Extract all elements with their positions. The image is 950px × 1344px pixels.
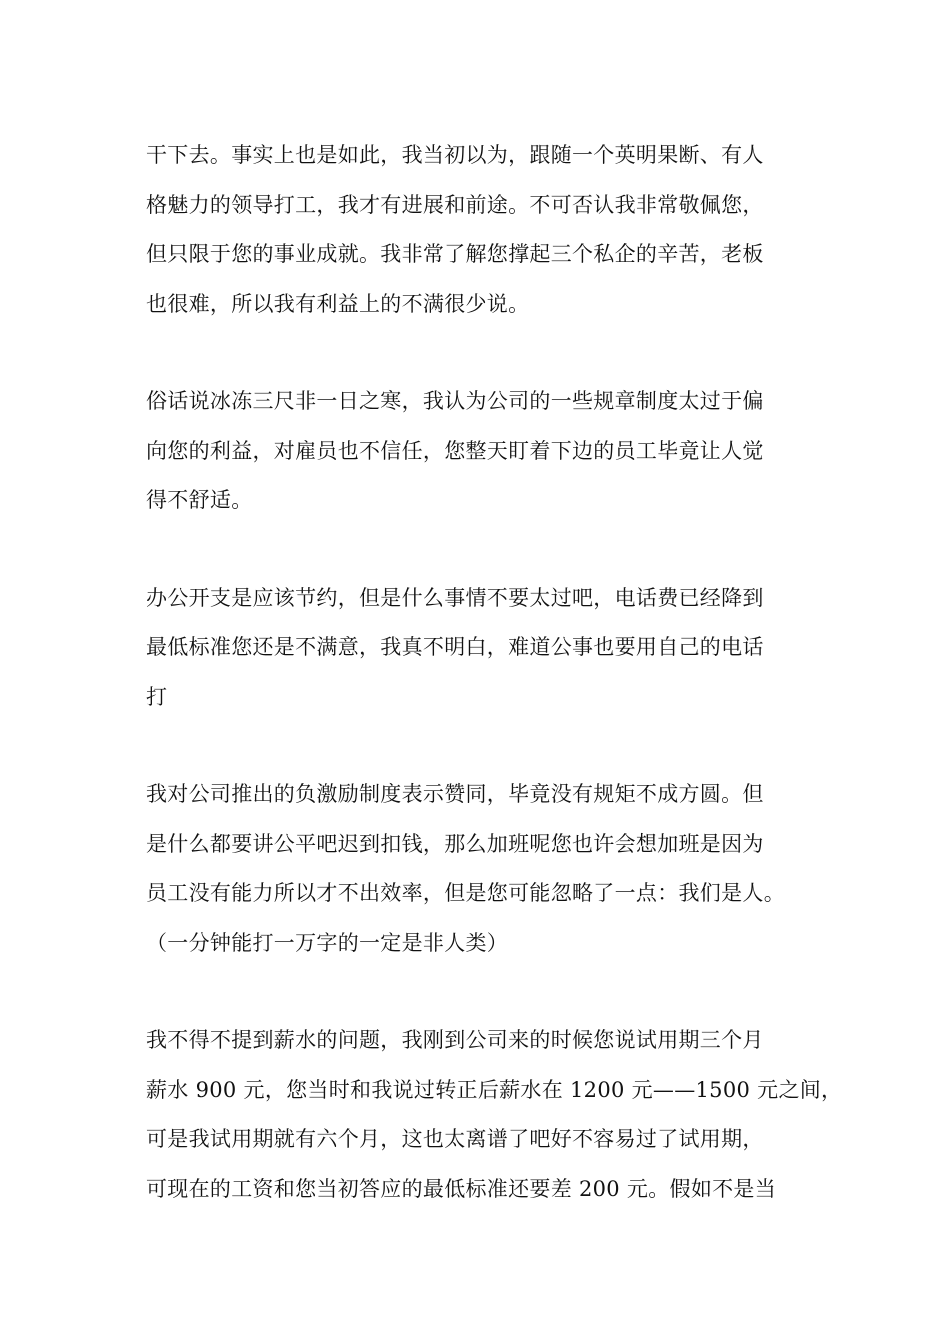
text-line: 也很难，所以我有利益上的不满很少说。	[146, 291, 530, 316]
paragraph-2	[146, 377, 816, 526]
text-line: 我对公司推出的负激励制度表示赞同，毕竟没有规矩不成方圆。但	[146, 782, 764, 806]
text-line: （一分钟能打一万字的一定是非人类）	[146, 930, 509, 955]
text-line: 得不舒适。	[146, 488, 253, 512]
paragraph-1	[146, 131, 816, 329]
paragraph-3	[146, 574, 816, 723]
text-line: 可现在的工资和您当初答应的最低标准还要差 200 元。假如不是当	[146, 1176, 777, 1201]
text-line: 最低标准您还是不满意，我真不明白，难道公事也要用自己的电话	[146, 635, 764, 659]
text-line: 可是我试用期就有六个月，这也太离谱了吧好不容易过了试用期，	[146, 1127, 764, 1151]
text-line: 员工没有能力所以才不出效率，但是您可能忽略了一点：我们是人。	[146, 881, 785, 905]
text-line: 打	[146, 684, 168, 709]
text-line: 干下去。事实上也是如此，我当初以为，跟随一个英明果断、有人	[146, 143, 764, 167]
document-body	[146, 131, 843, 1214]
paragraph-5	[146, 1016, 843, 1214]
text-line: 我不得不提到薪水的问题，我刚到公司来的时候您说试用期三个月	[146, 1028, 764, 1052]
text-line: 格魅力的领导打工，我才有进展和前途。不可否认我非常敬佩您，	[146, 192, 764, 217]
text-line: 是什么都要讲公平吧迟到扣钱，那么加班呢您也许会想加班是因为	[146, 831, 764, 856]
text-line: 薪水 900 元，您当时和我说过转正后薪水在 1200 元——1500 元之间，	[146, 1077, 843, 1102]
paragraph-4	[146, 770, 816, 968]
text-line: 向您的利益，对雇员也不信任，您整天盯着下边的员工毕竟让人觉	[146, 438, 764, 463]
text-line: 但只限于您的事业成就。我非常了解您撑起三个私企的辛苦，老板	[146, 242, 764, 266]
text-line: 俗话说冰冻三尺非一日之寒，我认为公司的一些规章制度太过于偏	[146, 389, 764, 413]
text-line: 办公开支是应该节约，但是什么事情不要太过吧，电话费已经降到	[146, 585, 764, 610]
